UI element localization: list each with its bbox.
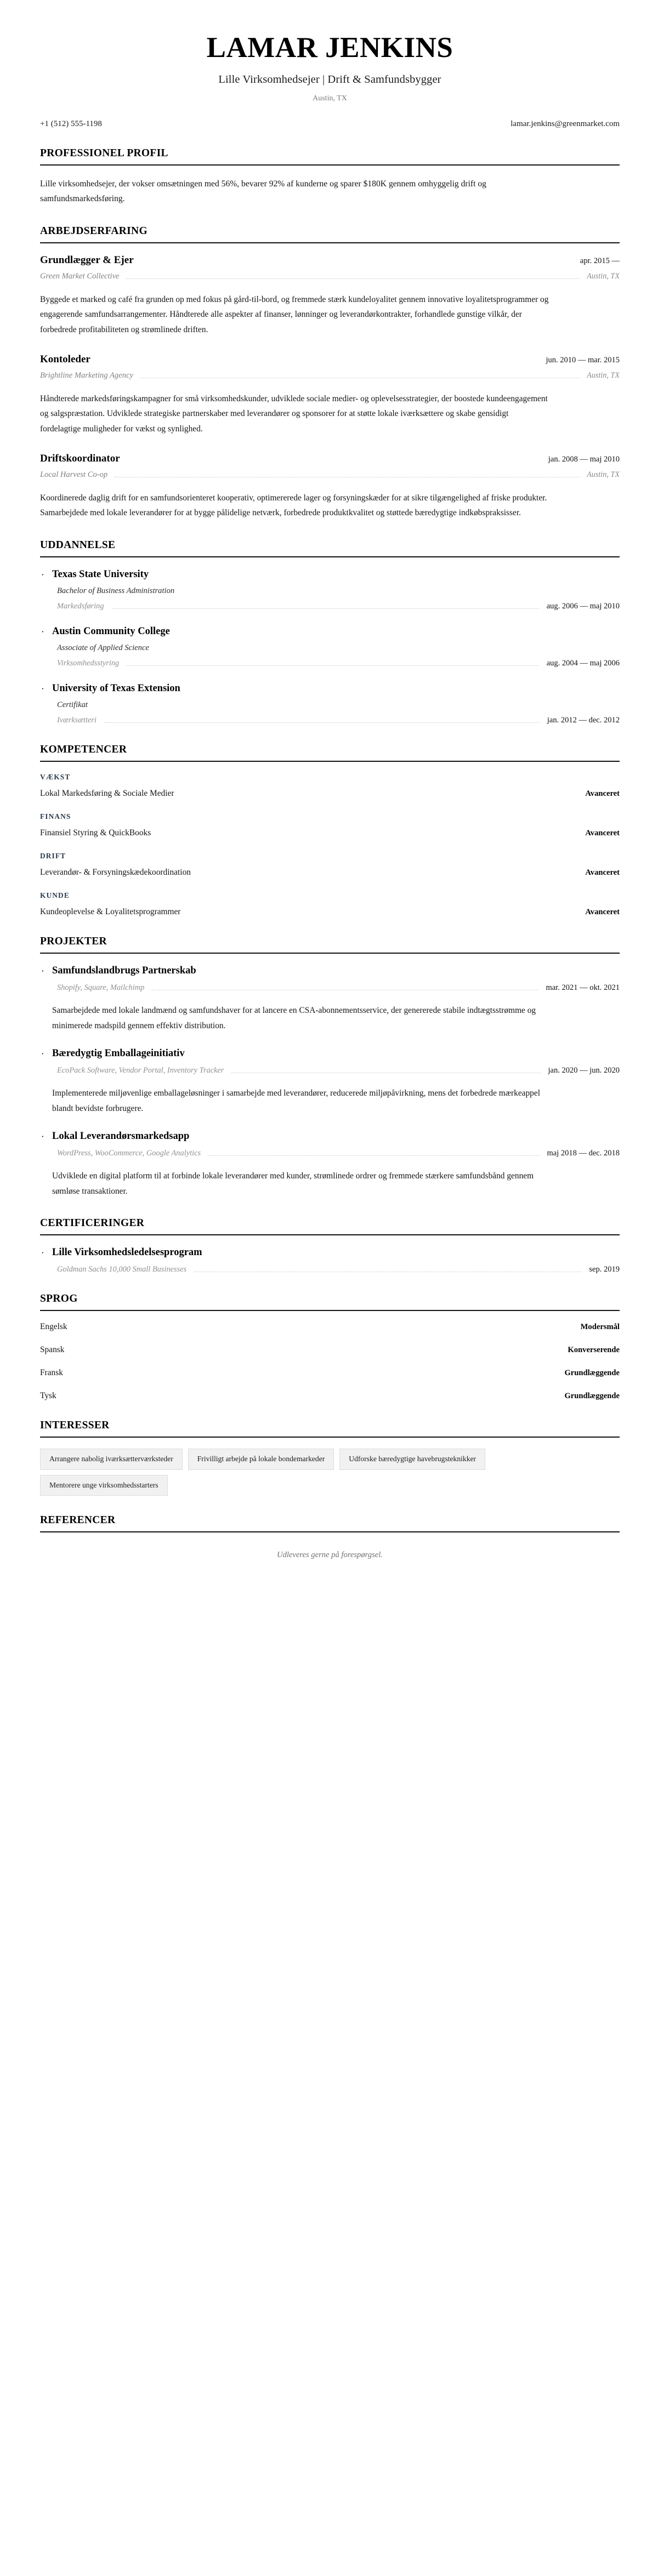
bullet-icon: · xyxy=(41,966,44,977)
degree-name: Bachelor of Business Administration xyxy=(57,586,175,596)
job-title: Kontoleder xyxy=(40,354,90,366)
dotted-connector xyxy=(104,722,540,723)
language-name: Tysk xyxy=(40,1391,56,1401)
section-body-interests xyxy=(40,1438,620,1496)
experience-entry-head xyxy=(40,354,620,366)
interest-chip: Frivilligt arbejde på lokale bondemarkeder xyxy=(188,1449,334,1469)
section-title-skills: KOMPETENCER xyxy=(40,744,127,756)
section-profile xyxy=(40,147,620,207)
education-meta-row xyxy=(52,716,620,725)
project-meta-row xyxy=(52,1149,620,1158)
projects-list xyxy=(40,954,620,1199)
skill-group xyxy=(40,773,620,799)
language-row xyxy=(40,1345,620,1355)
field-of-study: Markedsføring xyxy=(57,602,104,611)
job-organization: Green Market Collective xyxy=(40,271,120,281)
interest-chip: Mentorere unge virksomhedsstarters xyxy=(40,1475,168,1496)
education-entry xyxy=(40,568,620,611)
education-entry xyxy=(40,625,620,668)
language-level: Grundlæggende xyxy=(564,1392,620,1401)
education-meta-row xyxy=(52,602,620,611)
project-date: maj 2018 — dec. 2018 xyxy=(547,1149,620,1158)
phone-text: +1 (512) 555-1198 xyxy=(40,119,102,128)
candidate-location: Austin, TX xyxy=(313,94,347,102)
email-text: lamar.jenkins@greenmarket.com xyxy=(510,119,620,128)
languages-list xyxy=(40,1311,620,1401)
certifications-list xyxy=(40,1235,620,1274)
school-name: Austin Community College xyxy=(52,626,170,637)
bullet-icon: · xyxy=(41,1048,44,1059)
bullet-icon: · xyxy=(41,626,44,637)
project-title: Bæredygtig Emballageinitiativ xyxy=(52,1048,185,1059)
job-title: Grundlægger & Ejer xyxy=(40,254,134,266)
project-meta-row xyxy=(52,1066,620,1075)
degree-name: Associate of Applied Science xyxy=(57,643,149,653)
skill-category: DRIFT xyxy=(40,852,66,860)
certification-title: Lille Virksomhedsledelsesprogram xyxy=(52,1247,202,1258)
project-tools: WordPress, WooCommerce, Google Analytics xyxy=(57,1149,201,1158)
project-entry xyxy=(40,1130,620,1199)
experience-list xyxy=(40,243,620,521)
language-level: Konverserende xyxy=(568,1346,620,1355)
dotted-connector xyxy=(208,1155,539,1156)
education-date: aug. 2004 — maj 2006 xyxy=(546,659,620,668)
skill-row xyxy=(40,828,620,838)
education-entry xyxy=(40,682,620,725)
references-note: Udleveres gerne på forespørgsel. xyxy=(277,1550,383,1559)
education-list xyxy=(40,557,620,725)
job-description: Håndterede markedsføringskampagner for små virksomhedskunder, udviklede sociale medier- og oplevelsesstrategier, der boostede kundeengagement og salgspræstation. Udviklede strategiske partnerskaber med leverandører og sponsorer for at støtte lokale iværksættere og skabe gensidigt fordelagtige muligheder for vækst og synlighed. xyxy=(40,394,548,434)
candidate-name: LAMAR JENKINS xyxy=(206,32,453,64)
skill-row xyxy=(40,907,620,917)
experience-entry-sub xyxy=(40,371,620,380)
section-interests xyxy=(40,1420,620,1496)
project-tools: EcoPack Software, Vendor Portal, Inventory Tracker xyxy=(57,1066,224,1075)
project-title: Samfundslandbrugs Partnerskab xyxy=(52,965,196,977)
experience-entry-head xyxy=(40,453,620,465)
skill-level: Avanceret xyxy=(585,789,620,799)
job-date: jun. 2010 — mar. 2015 xyxy=(546,356,620,365)
school-name: Texas State University xyxy=(52,568,149,580)
certification-meta-row xyxy=(52,1265,620,1274)
language-name: Spansk xyxy=(40,1345,65,1355)
section-title-education: UDDANNELSE xyxy=(40,539,116,551)
skill-level: Avanceret xyxy=(585,908,620,917)
experience-entry-sub xyxy=(40,470,620,480)
project-meta-row xyxy=(52,983,620,993)
language-name: Engelsk xyxy=(40,1322,67,1332)
dotted-connector xyxy=(126,278,581,279)
section-body-profile xyxy=(40,166,620,207)
skill-level: Avanceret xyxy=(585,829,620,838)
section-certifications xyxy=(40,1217,620,1274)
section-title-languages: SPROG xyxy=(40,1293,78,1305)
candidate-headline: Lille Virksomhedsejer | Drift & Samfundsbygger xyxy=(218,73,441,86)
job-description: Byggede et marked og café fra grunden op med fokus på gård-til-bord, og fremmede stærk kundeloyalitet gennem innovative loyalitetsprogrammer og engagerende samfundsarrangementer. Håndterede alle aspekter af finanser, lønninger og leverandørkontrakter, forhandlede gunstige vilkår, der forbedrede profitabiliteten og strømlinede driften. xyxy=(40,294,549,334)
experience-entry-sub xyxy=(40,272,620,281)
job-organization: Brightline Marketing Agency xyxy=(40,371,133,380)
job-organization: Local Harvest Co-op xyxy=(40,470,108,480)
section-languages xyxy=(40,1293,620,1401)
experience-entry xyxy=(40,254,620,337)
project-title: Lokal Leverandørsmarkedsapp xyxy=(52,1131,190,1142)
skill-group xyxy=(40,812,620,838)
dotted-connector xyxy=(112,608,539,609)
job-location: Austin, TX xyxy=(587,271,620,281)
certification-date: sep. 2019 xyxy=(589,1265,620,1274)
skill-category: VÆKST xyxy=(40,773,71,782)
section-title-profile: PROFESSIONEL PROFIL xyxy=(40,147,168,159)
skill-group xyxy=(40,891,620,917)
project-description: Implementerede miljøvenlige emballageløsninger i samarbejde med leverandører, reducerede miljøpåvirkning, mens det forbedrede mærkeappel blandt bevidste forbrugere. xyxy=(52,1088,540,1113)
section-education xyxy=(40,539,620,725)
skill-name: Leverandør- & Forsyningskædekoordination xyxy=(40,868,191,877)
project-date: mar. 2021 — okt. 2021 xyxy=(546,983,620,993)
section-title-projects: PROJEKTER xyxy=(40,936,107,948)
education-date: aug. 2006 — maj 2010 xyxy=(546,602,620,611)
language-level: Modersmål xyxy=(580,1323,620,1332)
section-projects xyxy=(40,936,620,1199)
experience-entry-head xyxy=(40,254,620,267)
language-row xyxy=(40,1322,620,1332)
project-entry xyxy=(40,1047,620,1116)
interest-chip-list xyxy=(40,1449,566,1496)
profile-text: Lille virksomhedsejer, der vokser omsætningen med 56%, bevarer 92% af kunderne og sparer $180K gennem omhyggelig drift og samfundsmarkedsføring. xyxy=(40,179,486,204)
section-title-interests: INTERESSER xyxy=(40,1420,110,1432)
field-of-study: Iværksætteri xyxy=(57,716,97,725)
section-title-experience: ARBEJDSERFARING xyxy=(40,225,148,237)
job-date: jan. 2008 — maj 2010 xyxy=(548,455,620,464)
section-title-references: REFERENCER xyxy=(40,1514,116,1526)
bullet-icon: · xyxy=(41,1131,44,1142)
section-references xyxy=(40,1514,620,1560)
bullet-icon: · xyxy=(41,569,44,580)
field-of-study: Virksomhedsstyring xyxy=(57,659,120,668)
bullet-icon: · xyxy=(41,1247,44,1258)
section-skills xyxy=(40,744,620,917)
language-level: Grundlæggende xyxy=(564,1369,620,1378)
skill-category: KUNDE xyxy=(40,891,70,900)
section-experience xyxy=(40,225,620,521)
experience-entry xyxy=(40,354,620,436)
skill-name: Finansiel Styring & QuickBooks xyxy=(40,828,151,838)
interest-chip: Arrangere nabolig iværksætterværksteder xyxy=(40,1449,183,1469)
bullet-icon: · xyxy=(41,683,44,694)
section-title-certifications: CERTIFICERINGER xyxy=(40,1217,145,1229)
job-location: Austin, TX xyxy=(587,470,620,480)
certification-issuer: Goldman Sachs 10,000 Small Businesses xyxy=(57,1265,187,1274)
degree-name: Certifikat xyxy=(57,700,88,710)
project-description: Udviklede en digital platform til at forbinde lokale leverandører med kunder, strømlinede ordrer og fremmede stærkere samfundsbånd gennem sømløse transaktioner. xyxy=(52,1171,534,1196)
skill-row xyxy=(40,789,620,799)
job-location: Austin, TX xyxy=(587,371,620,380)
project-tools: Shopify, Square, Mailchimp xyxy=(57,983,145,993)
certification-entry xyxy=(40,1246,620,1274)
language-name: Fransk xyxy=(40,1368,63,1378)
skill-name: Kundeoplevelse & Loyalitetsprogrammer xyxy=(40,907,181,917)
section-divider xyxy=(40,1531,620,1532)
project-description: Samarbejdede med lokale landmænd og samfundshaver for at lancere en CSA-abonnementsservice, der genererede stabile indtægtsstrømme og minimerede madspild gennem effektiv distribution. xyxy=(52,1006,536,1030)
job-date: apr. 2015 — xyxy=(580,257,620,266)
language-row xyxy=(40,1368,620,1378)
job-description: Koordinerede daglig drift for en samfundsorienteret kooperativ, optimererede lager og forsyningskæder for at sikre tilgængelighed af friske produkter. Samarbejdede med lokale leverandører for at bygge pålidelige netværk, forbedrede produktkvalitet og støttede bæredygtige indkøbspraksisser. xyxy=(40,493,547,518)
skill-group xyxy=(40,852,620,877)
skill-level: Avanceret xyxy=(585,868,620,877)
skills-list xyxy=(40,762,620,917)
dotted-connector xyxy=(127,665,538,666)
language-row xyxy=(40,1391,620,1401)
skill-category: FINANS xyxy=(40,812,71,821)
skill-row xyxy=(40,868,620,877)
resume-header xyxy=(40,33,620,129)
project-date: jan. 2020 — jun. 2020 xyxy=(548,1066,620,1075)
experience-entry xyxy=(40,453,620,521)
school-name: University of Texas Extension xyxy=(52,683,180,694)
skill-name: Lokal Markedsføring & Sociale Medier xyxy=(40,789,174,799)
education-date: jan. 2012 — dec. 2012 xyxy=(547,716,620,725)
education-meta-row xyxy=(52,659,620,668)
job-title: Driftskoordinator xyxy=(40,453,120,465)
interest-chip: Udforske bæredygtige havebrugsteknikker xyxy=(339,1449,485,1469)
project-entry xyxy=(40,965,620,1033)
contact-row xyxy=(40,119,620,129)
